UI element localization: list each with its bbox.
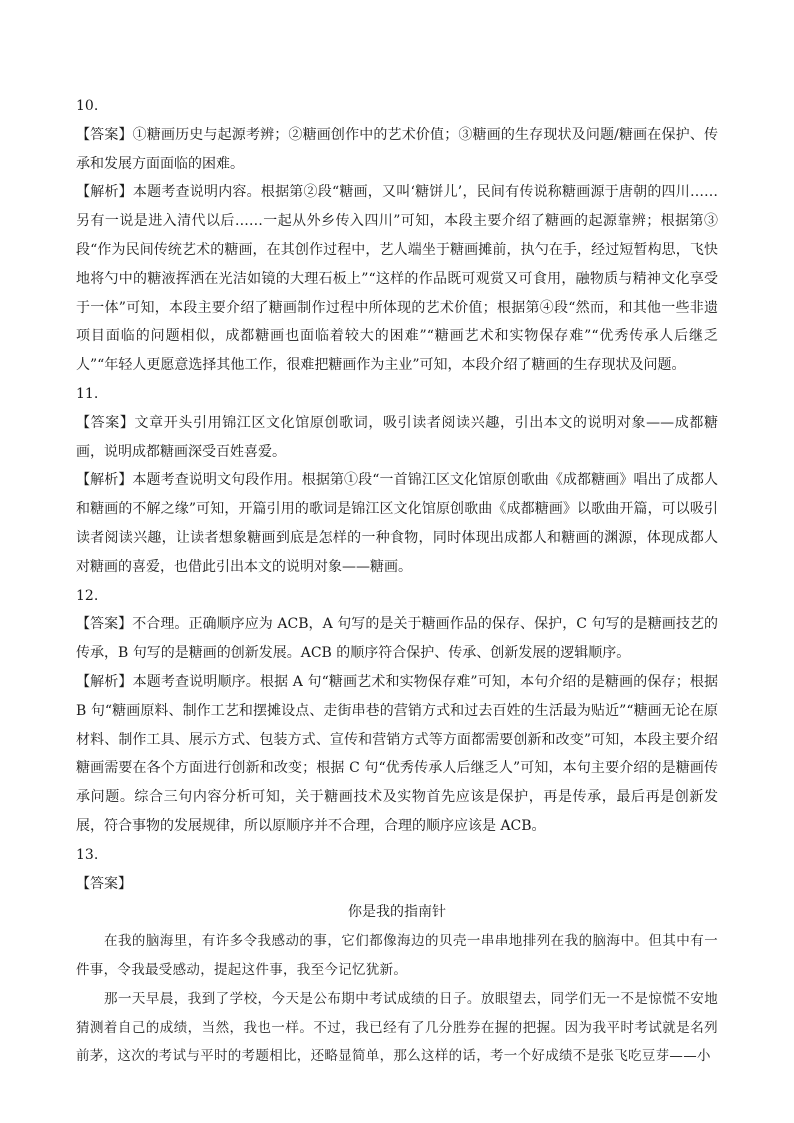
answer-12: 【答案】不合理。正确顺序应为 ACB，A 句写的是关于糖画作品的保存、保护，C 句写的是糖画技艺的传承，B 句写的是糖画的创新发展。ACB 的顺序符合保护、传承、创新发展的逻辑顺序。 — [76, 616, 718, 662]
answer-13: 【答案】 — [76, 875, 132, 892]
answer-11: 【答案】文章开头引用锦江区文化馆原创歌词，吸引读者阅读兴趣，引出本文的说明对象——成都糖画，说明成都糖画深受百姓喜爱。 — [76, 414, 718, 460]
analysis-12: 【解析】本题考查说明顺序。根据 A 句“糖画艺术和实物保存难”可知，本句介绍的是糖画的保存；根据 B 句“糖画原料、制作工艺和摆摊设点、走街串巷的营销方式和过去百姓的生活最为贴近”“糖画无论在原材料、制作工具、展示方式、包装方式、宣传和营销方式等方面都需要创新和改变”可知，本段主要介绍糖画需要在各个方面进行创新和改变；根据 C 句“优秀传承人后继乏人”可知，本句主要介绍的是糖画传承问题。综合三句内容分析可知，关于糖画技术及实物首先应该是保护，再是传承，最后再是创新发展，符合事物的发展规律，所以原顺序并不合理，合理的顺序应该是 ACB。 — [76, 673, 718, 834]
analysis-10: 【解析】本题考查说明内容。根据第②段“糖画，又叫‘糖饼儿’，民间有传说称糖画源于唐朝的四川……另有一说是进入清代以后……一起从外乡传入四川”可知，本段主要介绍了糖画的起源靠辨；根据第③段“作为民间传统艺术的糖画，在其创作过程中，艺人端坐于糖画摊前，执勺在手，经过短暂构思，飞快地将勺中的糖液挥洒在光洁如镜的大理石板上”“这样的作品既可观赏又可食用，融物质与精神文化享受于一体”可知，本段主要介绍了糖画制作过程中所体现的艺术价值；根据第④段“然而，和其他一些非遗项目面临的问题相似，成都糖画也面临着较大的困难”“糖画艺术和实物保存难”“优秀传承人后继乏人”“年轻人更愿意选择其他工作，很难把糖画作为主业”可知，本段介绍了糖画的生存现状及问题。 — [76, 184, 718, 374]
essay-paragraph-1: 在我的脑海里，有许多令我感动的事，它们都像海边的贝壳一串串地排列在我的脑海中。但其中有一件事，令我最受感动，提起这件事，我至今记忆犹新。 — [76, 933, 718, 978]
essay-paragraph-2: 那一天早晨，我到了学校，今天是公布期中考试成绩的日子。放眼望去，同学们无一不是惊慌不安地猜测着自己的成绩，当然，我也一样。不过，我已经有了几分胜券在握的把握。因为我平时考试就是名列前茅，这次的考试与平时的考题相比，还略显简单，那么这样的话，考一个好成绩不是张飞吃豆芽——小 — [76, 990, 718, 1065]
answer-10: 【答案】①糖画历史与起源考辨；②糖画创作中的艺术价值；③糖画的生存现状及问题/糖画在保护、传承和发展方面面临的困难。 — [76, 126, 718, 172]
answer-content — [76, 92, 718, 1071]
analysis-11: 【解析】本题考查说明文句段作用。根据第①段“一首锦江区文化馆原创歌曲《成都糖画》唱出了成都人和糖画的不解之缘”可知，开篇引用的歌词是锦江区文化馆原创歌曲《成都糖画》以歌曲开篇，可以吸引读者阅读兴趣，让读者想象糖画到底是怎样的一种食物，同时体现出成都人和糖画的渊源，体现成都人对糖画的喜爱，也借此引出本文的说明对象——糖画。 — [76, 472, 718, 575]
question-number-12: 12. — [76, 587, 99, 604]
question-number-10: 10. — [76, 98, 99, 114]
question-number-11: 11. — [76, 385, 99, 402]
essay-title: 你是我的指南针 — [348, 904, 446, 921]
question-number-13: 13. — [76, 846, 99, 863]
